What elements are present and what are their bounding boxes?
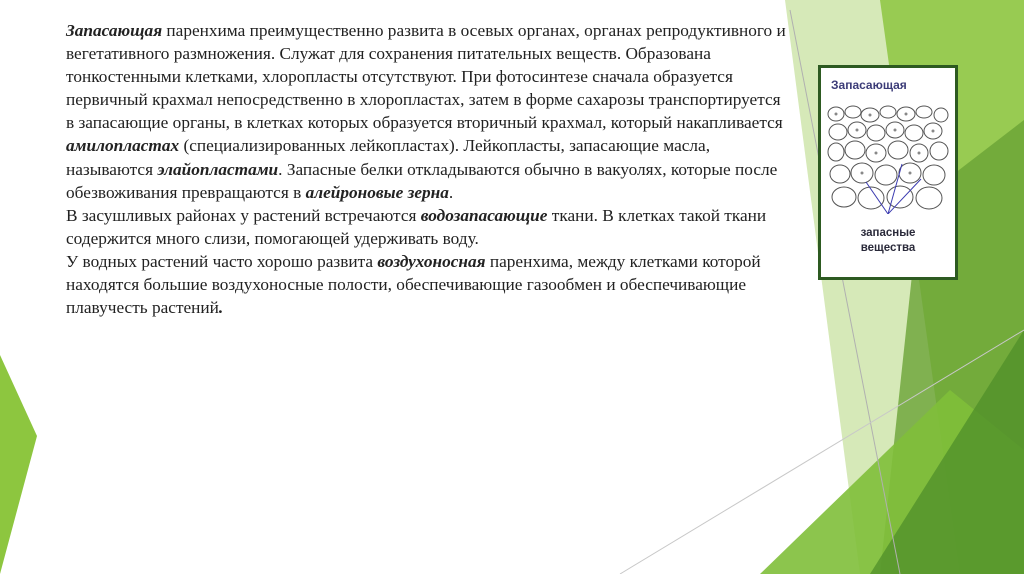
body-text (66, 19, 786, 319)
figure-label-line1: запасные (860, 227, 916, 239)
figure-title: Запасающая (831, 78, 907, 92)
emphasized-term: воздухоносная (377, 251, 486, 271)
emphasized-term: алейроновые зерна (305, 182, 449, 202)
paragraph-aerenchyma (66, 250, 786, 319)
emphasized-term: Запасающая (66, 21, 163, 40)
emphasized-term: водозапасающие (420, 205, 548, 225)
text-run: В засушливых районах у растений встречаются (66, 205, 421, 225)
emphasized-term: амилопластах (66, 136, 180, 156)
figure-label-line2: вещества (860, 242, 916, 254)
left-green-triangle (0, 355, 37, 574)
emphasized-term: элайопластами (157, 159, 279, 179)
text-run: ткани. В клетках такой ткани содержится много слизи, помогающей удерживать воду. (66, 205, 767, 248)
text-run: . Запасные белки откладываются обычно в вакуолях, которые после обезвоживания превращаются в (66, 159, 778, 202)
text-run: . (448, 182, 454, 202)
paragraph-storage-parenchyma (66, 19, 786, 204)
paragraph-water-storage (66, 204, 786, 250)
cell-drawing-image (826, 104, 950, 214)
storage-tissue-figure (818, 65, 958, 280)
text-run: паренхима преимущественно развита в осевых органах, органах репродуктивного и вегетативного размножения. Служат для сохранения питательных веществ. Образована тонкостенными клетками, хлоропласты отсутствуют. При фотосинтезе сначала образуется первичный крахмал непосредственно в хлоропластах, затем в форме сахарозы транспортируется в запасающие органы, в клетках которых образуется вторичный крахмал, который накапливается (66, 21, 786, 133)
text-run: (специализированных лейкопластах). Лейкопласты, запасающие масла, называются (66, 136, 711, 179)
text-run: У водных растений часто хорошо развита (66, 251, 378, 271)
emphasized-term: . (218, 298, 224, 318)
text-run: паренхима, между клетками которой находятся большие воздухоносные полости, обеспечивающие газообмен и обеспечивающие плавучесть растений (66, 251, 761, 318)
